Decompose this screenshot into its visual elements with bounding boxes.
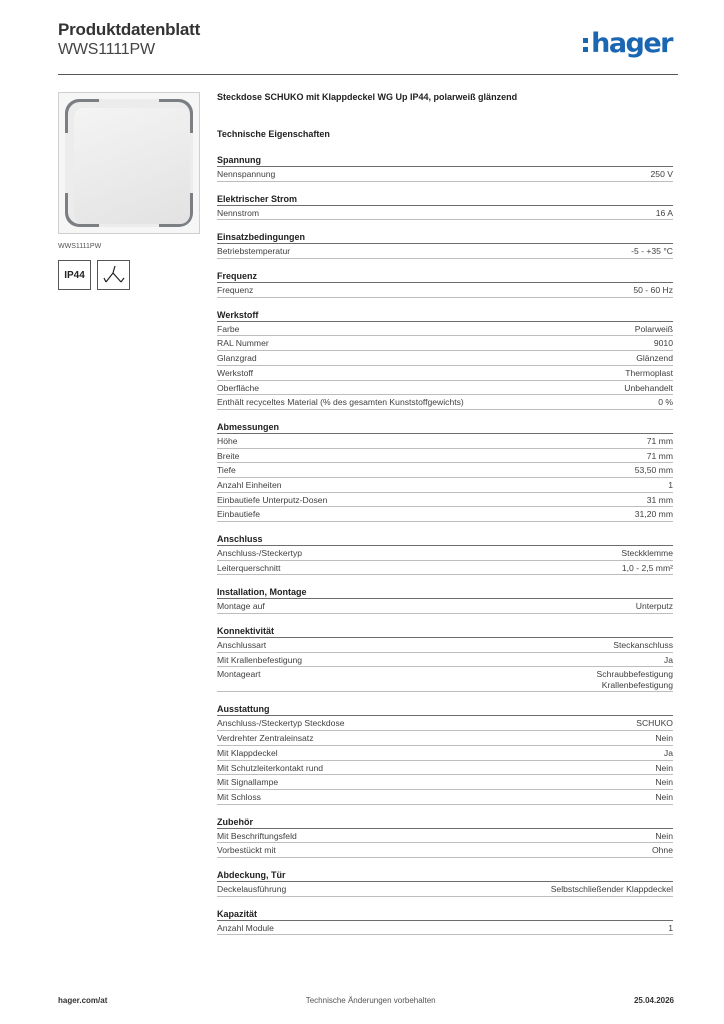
spec-row bbox=[217, 507, 673, 522]
spec-value: 71 mm bbox=[646, 450, 673, 461]
spec-value: 9010 bbox=[653, 338, 673, 349]
spec-value: Steckanschluss bbox=[613, 640, 673, 651]
spec-label: Werkstoff bbox=[217, 367, 253, 378]
spec-section bbox=[217, 155, 673, 182]
spec-row bbox=[217, 790, 673, 805]
spec-section bbox=[217, 271, 673, 298]
section-title: Abdeckung, Tür bbox=[217, 870, 673, 882]
spec-row bbox=[217, 493, 673, 508]
spec-value: Ohne bbox=[651, 845, 673, 856]
spec-value: Glänzend bbox=[636, 353, 673, 364]
hager-logo bbox=[583, 28, 672, 59]
spec-value: 31 mm bbox=[646, 494, 673, 505]
spec-row bbox=[217, 761, 673, 776]
spec-label: Breite bbox=[217, 450, 240, 461]
spec-row bbox=[217, 366, 673, 381]
spec-value: Unterputz bbox=[635, 601, 673, 612]
spec-row bbox=[217, 244, 673, 259]
spec-label: Einbautiefe bbox=[217, 509, 261, 520]
document-title: Produktdatenblatt bbox=[58, 20, 201, 39]
spec-row bbox=[217, 561, 673, 576]
spec-label: Deckelausführung bbox=[217, 883, 287, 894]
spec-section bbox=[217, 817, 673, 858]
spec-value: Ja bbox=[663, 654, 673, 665]
section-title: Installation, Montage bbox=[217, 587, 673, 599]
spec-row bbox=[217, 351, 673, 366]
spec-row bbox=[217, 381, 673, 396]
spec-value: Thermoplast bbox=[625, 367, 673, 378]
section-title: Werkstoff bbox=[217, 310, 673, 322]
image-caption: WWS1111PW bbox=[58, 243, 102, 250]
spec-value: Schraubbefestigung Krallenbefestigung bbox=[596, 669, 673, 691]
spec-section bbox=[217, 534, 673, 575]
spec-column bbox=[217, 92, 673, 935]
spec-value: Ja bbox=[663, 747, 673, 758]
ip44-label: IP44 bbox=[64, 269, 85, 281]
spec-row bbox=[217, 322, 673, 337]
spec-label: Mit Krallenbefestigung bbox=[217, 654, 303, 665]
spec-value: 53,50 mm bbox=[634, 465, 673, 476]
section-title: Konnektivität bbox=[217, 626, 673, 638]
spec-row bbox=[217, 599, 673, 614]
spec-value: 0 % bbox=[658, 397, 673, 408]
spec-value: 1,0 - 2,5 mm² bbox=[621, 562, 673, 573]
spec-section bbox=[217, 310, 673, 410]
section-title: Ausstattung bbox=[217, 704, 673, 716]
spec-section bbox=[217, 626, 673, 692]
spec-value: Nein bbox=[655, 762, 673, 773]
installation-symbol-icon bbox=[97, 260, 130, 290]
spec-label: Tiefe bbox=[217, 465, 236, 476]
spec-label: Montageart bbox=[217, 669, 261, 680]
spec-section bbox=[217, 194, 673, 221]
spec-section bbox=[217, 232, 673, 259]
document-header bbox=[58, 20, 678, 70]
footer-date: 25.04.2026 bbox=[633, 996, 674, 1005]
spec-label: Mit Signallampe bbox=[217, 777, 279, 788]
spec-section bbox=[217, 587, 673, 614]
header-divider bbox=[58, 74, 678, 75]
spec-label: Oberfläche bbox=[217, 382, 260, 393]
section-title: Anschluss bbox=[217, 534, 673, 546]
spec-label: Mit Beschriftungsfeld bbox=[217, 830, 297, 841]
spec-row bbox=[217, 667, 673, 692]
spec-value: Polarweiß bbox=[634, 323, 673, 334]
spec-row bbox=[217, 829, 673, 844]
spec-label: Verdrehter Zentraleinsatz bbox=[217, 733, 314, 744]
spec-label: Mit Schloss bbox=[217, 791, 261, 802]
spec-label: Anschlussart bbox=[217, 640, 267, 651]
section-title: Spannung bbox=[217, 155, 673, 167]
spec-label: Farbe bbox=[217, 323, 240, 334]
spec-section bbox=[217, 909, 673, 936]
section-title: Zubehör bbox=[217, 817, 673, 829]
section-title: Elektrischer Strom bbox=[217, 194, 673, 206]
spec-label: Anzahl Module bbox=[217, 922, 274, 933]
spec-label: Betriebstemperatur bbox=[217, 246, 291, 257]
logo-colon-mark bbox=[583, 34, 589, 54]
spec-section bbox=[217, 870, 673, 897]
spec-label: Glanzgrad bbox=[217, 353, 257, 364]
spec-row bbox=[217, 283, 673, 298]
spec-row bbox=[217, 731, 673, 746]
product-image bbox=[58, 92, 200, 234]
spec-value: Nein bbox=[655, 733, 673, 744]
spec-row bbox=[217, 395, 673, 410]
product-description: Steckdose SCHUKO mit Klappdeckel WG Up IP44, polarweiß glänzend bbox=[217, 92, 518, 102]
tech-properties-heading: Technische Eigenschaften bbox=[217, 129, 330, 139]
socket-lid bbox=[74, 108, 190, 224]
spec-label: Montage auf bbox=[217, 601, 265, 612]
spec-row bbox=[217, 463, 673, 478]
spec-label: Nennstrom bbox=[217, 207, 260, 218]
spec-label: Leiterquerschnitt bbox=[217, 562, 281, 573]
spec-value: Unbehandelt bbox=[624, 382, 673, 393]
spec-row bbox=[217, 167, 673, 182]
spec-value: 71 mm bbox=[646, 435, 673, 446]
spec-row bbox=[217, 843, 673, 858]
logo-text: hager bbox=[591, 28, 672, 59]
spec-row bbox=[217, 921, 673, 936]
spec-label: Mit Klappdeckel bbox=[217, 747, 278, 758]
spec-label: Enthält recyceltes Material (% des gesamten Kunststoffgewichts) bbox=[217, 397, 464, 408]
spec-label: Anzahl Einheiten bbox=[217, 479, 282, 490]
section-title: Kapazität bbox=[217, 909, 673, 921]
spec-value: Nein bbox=[655, 830, 673, 841]
spec-row bbox=[217, 638, 673, 653]
spec-row bbox=[217, 478, 673, 493]
spec-value: 16 A bbox=[655, 207, 673, 218]
spec-sections bbox=[217, 155, 673, 935]
spec-value: 250 V bbox=[650, 169, 673, 179]
spec-label: Vorbestückt mit bbox=[217, 845, 276, 856]
spec-row bbox=[217, 336, 673, 351]
spec-label: Anschluss-/Steckertyp bbox=[217, 548, 303, 558]
spec-value: 1 bbox=[668, 922, 673, 933]
section-title: Einsatzbedingungen bbox=[217, 232, 673, 244]
left-column bbox=[58, 92, 208, 290]
spec-value: -5 - +35 °C bbox=[631, 246, 673, 257]
spec-label: Anschluss-/Steckertyp Steckdose bbox=[217, 718, 345, 729]
footer-note: Technische Änderungen vorbehalten bbox=[305, 996, 436, 1005]
spec-row bbox=[217, 882, 673, 897]
spec-value: 50 - 60 Hz bbox=[633, 285, 673, 296]
spec-section bbox=[217, 704, 673, 804]
spec-section bbox=[217, 422, 673, 522]
spec-label: Einbautiefe Unterputz-Dosen bbox=[217, 494, 328, 505]
spec-label: Höhe bbox=[217, 435, 238, 446]
section-title: Frequenz bbox=[217, 271, 673, 283]
spec-row bbox=[217, 653, 673, 668]
spec-row bbox=[217, 716, 673, 731]
spec-row bbox=[217, 449, 673, 464]
badge-row bbox=[58, 260, 208, 290]
spec-value: Nein bbox=[655, 777, 673, 788]
spec-value: 31,20 mm bbox=[634, 509, 673, 520]
spec-value: 1 bbox=[668, 479, 673, 490]
spec-row bbox=[217, 546, 673, 561]
spec-label: RAL Nummer bbox=[217, 338, 269, 349]
section-title: Abmessungen bbox=[217, 422, 673, 434]
ip44-badge bbox=[58, 260, 91, 290]
spec-value: Nein bbox=[655, 791, 673, 802]
spec-value: SCHUKO bbox=[636, 718, 673, 729]
article-number: WWS1111PW bbox=[58, 41, 155, 58]
spec-label: Frequenz bbox=[217, 285, 254, 296]
spec-row bbox=[217, 746, 673, 761]
document-footer bbox=[58, 996, 674, 1005]
spec-value: Steckklemme bbox=[621, 548, 673, 558]
spec-row bbox=[217, 775, 673, 790]
spec-row bbox=[217, 434, 673, 449]
footer-url[interactable]: hager.com/at bbox=[58, 996, 108, 1005]
spec-row bbox=[217, 206, 673, 221]
spec-label: Mit Schutzleiterkontakt rund bbox=[217, 762, 324, 773]
spec-value: Selbstschließender Klappdeckel bbox=[550, 883, 673, 894]
socket-frame bbox=[65, 99, 193, 227]
spec-label: Nennspannung bbox=[217, 169, 276, 179]
